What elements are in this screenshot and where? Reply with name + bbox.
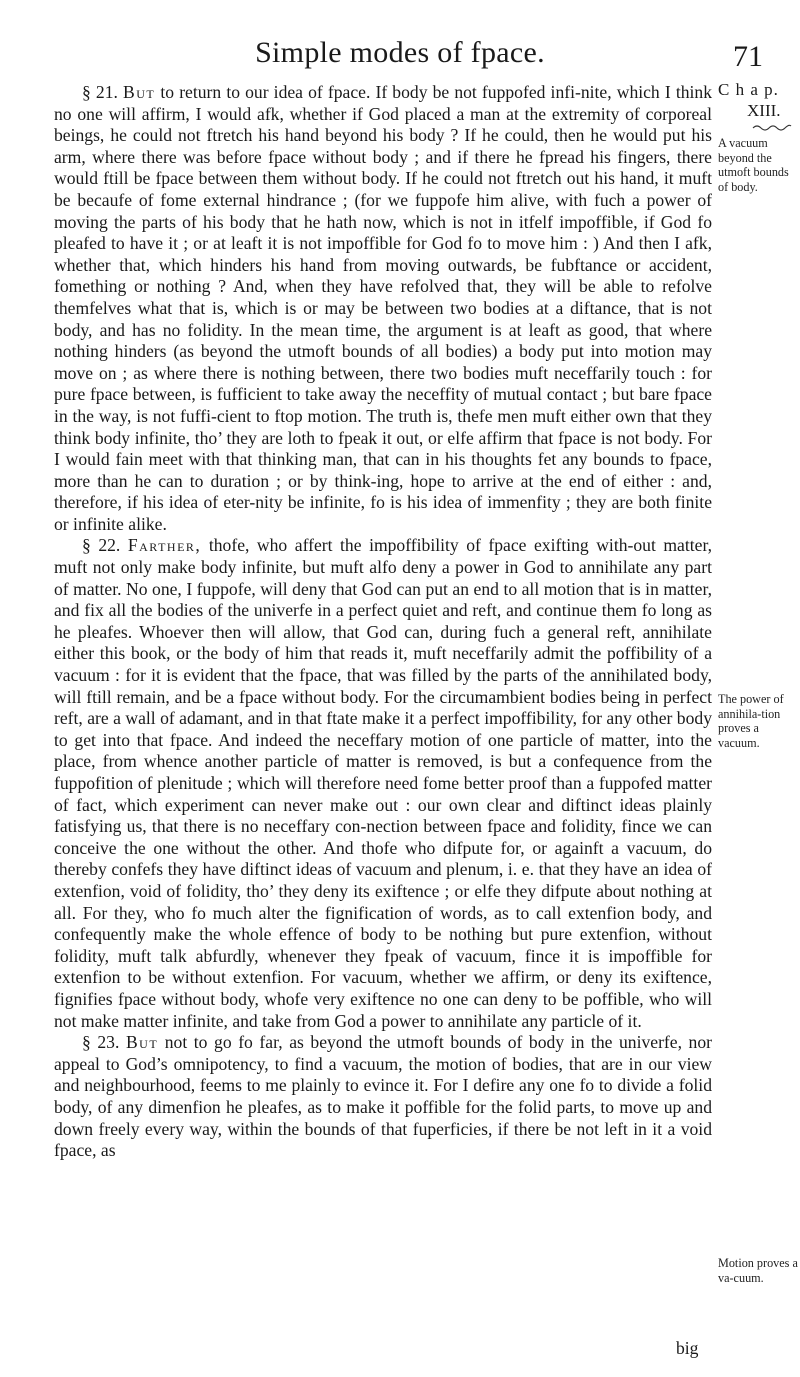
margin-note-motion-proves-vacuum: Motion proves a va-cuum. [718,1256,798,1285]
margin-note-power-of-annihilation: The power of annihila-tion proves a vacuum. [718,692,784,750]
page-title: Simple modes of fpace. [255,36,545,69]
chapter-label: C h a p. [718,80,779,99]
paragraph-section-23 [54,1032,712,1162]
flourish-ornament-icon [752,123,792,131]
section-number: § 22. [82,535,121,556]
paragraph-section-22 [54,535,712,1032]
section-number: § 23. [82,1032,120,1053]
lead-word: Farther, [127,535,202,556]
section-number: § 21. [82,82,118,102]
catchword: big [676,1338,699,1358]
lead-word: But [123,82,156,102]
lead-word: But [125,1032,159,1053]
paragraph-text: not to go fo far, as beyond the utmoft bounds of body in the univerfe, nor appeal to God’s omnipotency, to find a vacuum, the motion of bodies, that are in our view and neighbourhood, feems to me plainly to evince it. For I defire any one fo to divide a folid body, of any dimenfion he pleafes, as to make it poffible for the folid parts, to move up and down freely every way, within the bounds of that fuperficies, if there be not left in it a void fpace, as [54,1032,713,1161]
page-number: 71 [733,40,763,73]
body-text [54,82,712,1162]
chapter-number: XIII. [747,101,781,120]
margin-note-vacuum-beyond-bounds: A vacuum beyond the utmoft bounds of body. [718,136,789,194]
paragraph-section-21 [54,82,712,535]
paragraph-text: to return to our idea of fpace. If body be not fuppofed infi-nite, which I think no one will affirm, I would afk, whether if God placed a man at the extremity of corporeal beings, he could not ftretch his hand beyond his body ? If he could, then he would put his arm, where there was before fpace without body ; and if there he fpread his fingers, there would ftill be fpace between them without body. If he could not ftretch out his hand, it muft be becaufe of fome external hindrance ; (for we fuppofe him alive, with fuch a power of moving the parts of his body that he hath now, which is not in itfelf impoffible, if God fo pleafed to have it ; or at leaft it is not impoffible for God fo to move him : ) And then I afk, whether that, which hinders his hand from moving outwards, be fubftance or accident, fomething or nothing ? And, when they have refolved that, they will be able to refolve themfelves what that is, which is or may be between two bodies at a diftance, that is not body, and has no folidity. In the mean time, the argument is at leaft as good, that where nothing hinders (as beyond the utmoft bounds of all bodies) a body put into motion may move on ; as where there is nothing between, there two bodies muft neceffarily touch : for pure fpace between, is fufficient to take away the neceffity of mutual contact ; but bare fpace in the way, is not fuffi-cient to ftop motion. The truth is, thefe men muft either own that they think body infinite, tho’ they are loth to fpeak it out, or elfe affirm that fpace is not body. For I would fain meet with that thinking man, that can in his thoughts fet any bounds to fpace, more than he can to duration ; or by think-ing, hope to arrive at the end of either : and, therefore, if his idea of eter-nity be infinite, fo is his idea of immenfity ; they are both finite or infinite alike. [54,82,712,534]
paragraph-text: thofe, who affert the impoffibility of fpace exifting with-out matter, muft not only make body infinite, but muft alfo deny a power in God to annihilate any part of matter. No one, I fuppofe, will deny that God can put an end to all motion that is in matter, and fix all the bodies of the univerfe in a perfect quiet and reft, and continue them fo long as he pleafes. Whoever then will allow, that God can, during fuch a general reft, annihilate either this book, or the body of him that reads it, muft neceffarily admit the poffibility of a vacuum : for it is evident that the fpace, that was filled by the parts of the annihilated body, will ftill remain, and be a fpace without body. For the circumambient bodies being in perfect reft, are a wall of adamant, and in that ftate make it a perfect impoffibility, for any other body to get into that fpace. And indeed the neceffary motion of one particle of matter, into the place, from whence another particle of matter is removed, is but a confequence from the fuppofition of plenitude ; which will therefore need fome better proof than a fuppofed matter of fact, which experiment can never make out : our own clear and diftinct ideas plainly fatisfying us, that there is no neceffary con-nection between fpace and folidity, fince we can conceive the one without the other. And thofe who difpute for, or againft a vacuum, do thereby confefs they have diftinct ideas of vacuum and plenum, i. e. that they have an idea of extenfion, void of folidity, tho’ they deny its exiftence ; or elfe they difpute about nothing at all. For they, who fo much alter the fignification of words, as to call extenfion body, and confequently make the whole effence of body to be nothing but pure extenfion, without folidity, muft talk abfurdly, whenever they fpeak of vacuum, fince it is impoffible for extenfion to be without extenfion. For vacuum, whether we affirm, or deny its exiftence, fignifies fpace without body, whofe very exiftence no one can deny to be poffible, who will not make matter infinite, and take from God a power to annihilate any particle of it. [54,535,713,1031]
